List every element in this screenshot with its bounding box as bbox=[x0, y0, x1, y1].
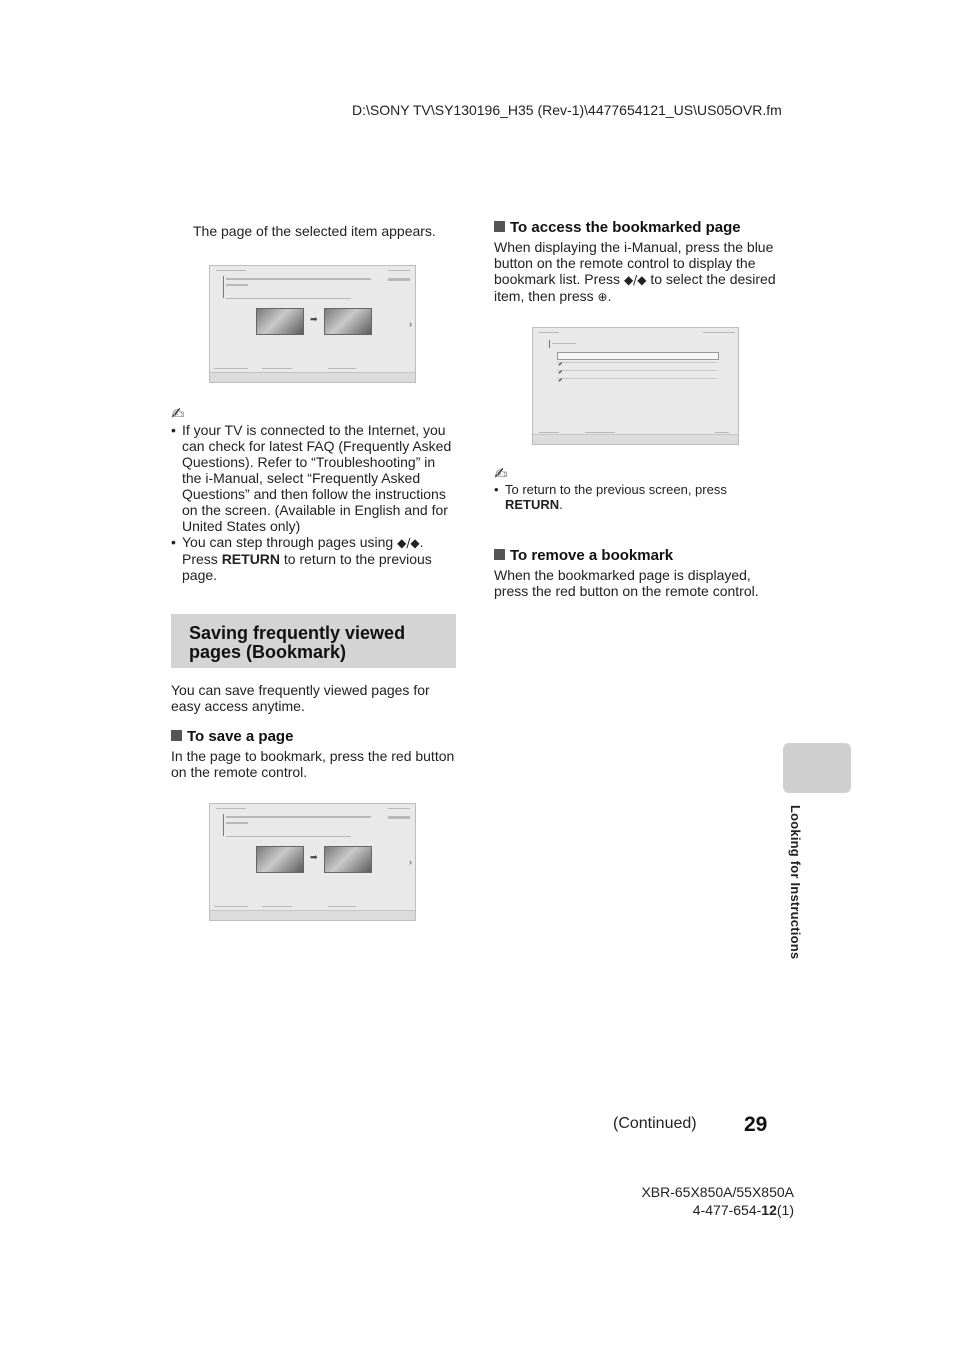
continued-label: (Continued) bbox=[613, 1115, 697, 1132]
section-intro: You can save frequently viewed pages for easy access anytime. bbox=[171, 682, 430, 714]
arrow-right-icon: ➡ bbox=[310, 314, 318, 324]
intro-line: The page of the selected item appears. bbox=[193, 223, 436, 239]
return-note bbox=[494, 482, 779, 512]
note-pencil-icon: ✍ bbox=[494, 464, 508, 483]
page-number: 29 bbox=[744, 1113, 768, 1136]
arrow-right-icon: ➡ bbox=[310, 852, 318, 862]
section-title: Saving frequently viewed pages (Bookmark) bbox=[189, 623, 406, 662]
note-item: • If your TV is connected to the Internet, you can check for latest FAQ (Frequently Asked Questions). Refer to “Troubleshooting” in the i-Manual, select “Frequently Asked Questions” and then follow the instructions on the screen. (Available in English and for United States only) bbox=[171, 422, 458, 534]
check-icon: ✔ bbox=[558, 370, 564, 376]
note-item: • To return to the previous screen, press RETURN. bbox=[494, 482, 779, 512]
left-right-arrow-icon: ◆/◆ bbox=[397, 536, 420, 550]
tv-screen-image-1 bbox=[209, 265, 416, 383]
chevron-right-icon: › bbox=[409, 319, 412, 329]
access-bookmark-body: When displaying the i-Manual, press the blue button on the remote control to display the bookmark list. Press ◆/◆ to select the desired item, then press ⊕. bbox=[494, 239, 776, 304]
remove-bookmark-body: When the bookmarked page is displayed, press the red button on the remote control. bbox=[494, 567, 759, 599]
save-page-body: In the page to bookmark, press the red button on the remote control. bbox=[171, 748, 455, 780]
note-pencil-icon: ✍ bbox=[171, 404, 185, 423]
square-bullet-icon bbox=[171, 730, 182, 741]
chevron-right-icon: › bbox=[409, 857, 412, 867]
up-down-arrow-icon: ◆/◆ bbox=[623, 273, 647, 287]
tv-screen-image-2 bbox=[209, 803, 416, 921]
document-number: 4-477-654-12(1) bbox=[692, 1202, 794, 1218]
note-item: • You can step through pages using ◆/◆. Press RETURN to return to the previous page. bbox=[171, 534, 458, 583]
notes-list bbox=[171, 422, 458, 583]
square-bullet-icon bbox=[494, 549, 505, 560]
file-path-header: D:\SONY TV\SY130196_H35 (Rev-1)\4477654121_US\US05OVR.fm bbox=[352, 102, 782, 118]
bookmark-list-image bbox=[532, 327, 739, 445]
remove-bookmark-heading: To remove a bookmark bbox=[494, 547, 673, 564]
model-number: XBR-65X850A/55X850A bbox=[641, 1184, 794, 1200]
save-page-heading: To save a page bbox=[171, 728, 293, 745]
side-tab bbox=[783, 743, 851, 793]
check-icon: ✔ bbox=[558, 378, 564, 384]
return-key-label: RETURN bbox=[505, 497, 560, 512]
side-tab-label: Looking for Instructions bbox=[788, 805, 803, 960]
return-key-label: RETURN bbox=[221, 551, 281, 567]
square-bullet-icon bbox=[494, 221, 505, 232]
check-icon: ✔ bbox=[558, 362, 564, 368]
section-heading-box bbox=[171, 614, 456, 668]
enter-button-icon: ⊕ bbox=[597, 290, 608, 304]
model-info bbox=[641, 1183, 794, 1219]
access-bookmark-heading: To access the bookmarked page bbox=[494, 219, 741, 236]
